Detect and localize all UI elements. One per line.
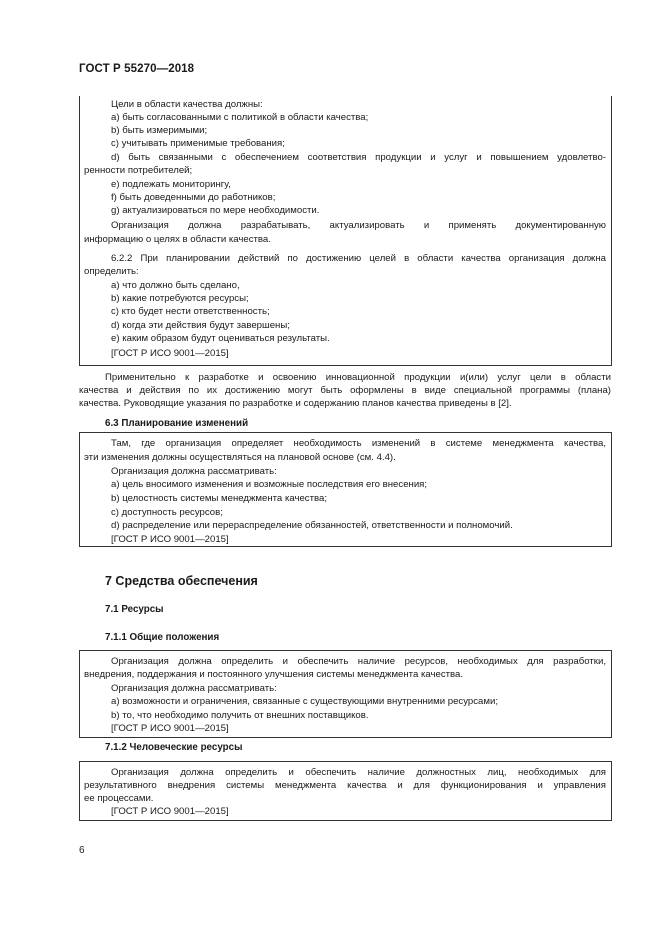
quote-line: d) распределение или перераспределение обязанностей, ответственности и полномочий.	[111, 520, 513, 531]
quote-line: c) кто будет нести ответственность;	[111, 306, 270, 317]
quote-line: a) что должно быть сделано,	[111, 280, 240, 291]
quote-line: g) актуализироваться по мере необходимости.	[111, 205, 320, 216]
quote-line: b) какие потребуются ресурсы;	[111, 293, 249, 304]
quote-reference: [ГОСТ Р ИСО 9001—2015]	[111, 723, 229, 734]
quote-reference: [ГОСТ Р ИСО 9001—2015]	[111, 348, 229, 359]
quote-reference: [ГОСТ Р ИСО 9001—2015]	[111, 806, 229, 817]
quote-line: внедрения, поддержания и постоянного улучшения системы менеджмента качества.	[84, 669, 464, 680]
chapter-heading-7: 7 Средства обеспечения	[105, 574, 258, 588]
quote-line: Организация должна разрабатывать, актуализировать и применять документированную	[111, 220, 606, 231]
quote-line: определить:	[84, 266, 139, 277]
quote-line: ее процессами.	[84, 793, 154, 804]
quote-line: Организация должна рассматривать:	[111, 466, 277, 477]
section-heading-7-1-1: 7.1.1 Общие положения	[105, 632, 220, 643]
body-paragraph-line: Применительно к разработке и освоению инновационной продукции и(или) услуг цели в области	[105, 372, 611, 383]
quote-line: f) быть доведенными до работников;	[111, 192, 276, 203]
quote-line: a) цель вносимого изменения и возможные последствия его внесения;	[111, 479, 428, 490]
quote-line: c) учитывать применимые требования;	[111, 138, 285, 149]
section-heading-7-1: 7.1 Ресурсы	[105, 604, 164, 615]
quote-line: e) каким образом будут оцениваться результаты.	[111, 333, 330, 344]
quote-reference: [ГОСТ Р ИСО 9001—2015]	[111, 534, 229, 545]
quote-line: b) целостность системы менеджмента качества;	[111, 493, 327, 504]
quote-line: d) быть связанными с обеспечением соответствия продукции и услуг и повышением удовлетво-	[111, 152, 606, 163]
quote-line: a) быть согласованными с политикой в области качества;	[111, 112, 369, 123]
quote-line: 6.2.2 При планировании действий по достижению целей в области качества организация должна	[111, 253, 606, 264]
quote-line: информацию о целях в области качества.	[84, 234, 271, 245]
section-heading-7-1-2: 7.1.2 Человеческие ресурсы	[105, 742, 243, 753]
body-paragraph-line: качества. Руководящие указания по разработке и содержанию планов качества приведены в [2].	[79, 398, 512, 409]
quote-line: a) возможности и ограничения, связанные с существующими внутренними ресурсами;	[111, 696, 499, 707]
quote-line: эти изменения должны осуществляться на плановой основе (см. 4.4).	[84, 452, 396, 463]
quote-line: ренности потребителей;	[84, 165, 193, 176]
body-paragraph-line: качества и действия по их достижению могут быть оформлены в виде специальной программы (плана)	[79, 385, 611, 396]
quote-line: e) подлежать мониторингу,	[111, 179, 231, 190]
quote-line: b) быть измеримыми;	[111, 125, 208, 136]
section-heading-6-3: 6.3 Планирование изменений	[105, 418, 249, 429]
document-code-header: ГОСТ Р 55270—2018	[79, 63, 195, 75]
page-number: 6	[79, 845, 85, 856]
quote-line: b) то, что необходимо получить от внешних поставщиков.	[111, 710, 369, 721]
quote-line: Организация должна определить и обеспечить наличие должностных лиц, необходимых для	[111, 767, 606, 778]
quote-line: Цели в области качества должны:	[111, 99, 263, 110]
quote-line: d) когда эти действия будут завершены;	[111, 320, 290, 331]
quote-line: c) доступность ресурсов;	[111, 507, 223, 518]
quote-line: Организация должна рассматривать:	[111, 683, 277, 694]
quote-line: Там, где организация определяет необходимость изменений в системе менеджмента качества,	[111, 438, 606, 449]
quote-line: Организация должна определить и обеспечить наличие ресурсов, необходимых для разработки,	[111, 656, 606, 667]
quote-line: результативного внедрения системы менеджмента качества и для функционирования и управления	[84, 780, 606, 791]
